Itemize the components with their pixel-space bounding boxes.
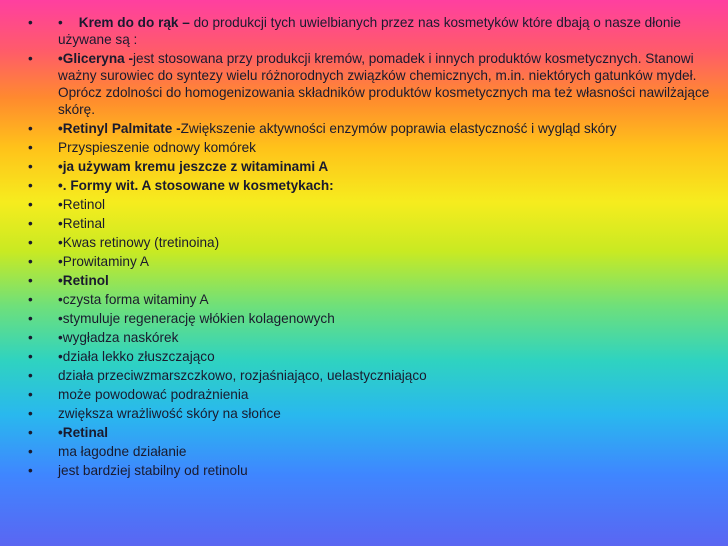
bullet-list xyxy=(28,14,712,479)
bullet-text: •Retinol xyxy=(58,273,109,288)
bullet-icon: • xyxy=(28,51,33,66)
bullet-item xyxy=(28,462,712,479)
bullet-item xyxy=(28,139,712,156)
bullet-item xyxy=(28,405,712,422)
bullet-text: •Gliceryna - xyxy=(58,51,134,66)
bullet-text: Przyspieszenie odnowy komórek xyxy=(58,140,256,155)
bullet-text: • xyxy=(58,15,63,30)
bullet-text: ma łagodne działanie xyxy=(58,444,187,459)
bullet-text: zwiększa wrażliwość skóry na słońce xyxy=(58,406,281,421)
bullet-text: Krem do do rąk – xyxy=(78,15,194,30)
bullet-text: •Kwas retinowy (tretinoina) xyxy=(58,235,220,250)
bullet-item xyxy=(28,120,712,137)
bullet-icon: • xyxy=(28,140,33,155)
bullet-icon: • xyxy=(28,368,33,383)
bullet-item xyxy=(28,14,712,48)
bullet-text: może powodować podrażnienia xyxy=(58,387,249,402)
bullet-item xyxy=(28,50,712,118)
bullet-item xyxy=(28,424,712,441)
bullet-icon: • xyxy=(28,406,33,421)
bullet-text: •Retinal xyxy=(58,216,106,231)
bullet-item xyxy=(28,386,712,403)
bullet-text: Zwiększenie aktywności enzymów poprawia elastyczność i wygląd skóry xyxy=(180,121,617,136)
bullet-icon: • xyxy=(28,311,33,326)
bullet-icon: • xyxy=(28,178,33,193)
bullet-text: •Retinyl Palmitate - xyxy=(58,121,181,136)
bullet-text: jest bardziej stabilny od retinolu xyxy=(58,463,248,478)
bullet-icon: • xyxy=(28,121,33,136)
bullet-icon: • xyxy=(28,15,33,30)
bullet-icon: • xyxy=(28,159,33,174)
bullet-item xyxy=(28,158,712,175)
bullet-icon: • xyxy=(28,254,33,269)
bullet-item xyxy=(28,291,712,308)
bullet-icon: • xyxy=(28,425,33,440)
bullet-icon: • xyxy=(28,387,33,402)
bullet-text: działa przeciwzmarszczkowo, rozjaśniająco, uelastyczniająco xyxy=(58,368,427,383)
bullet-icon: • xyxy=(28,197,33,212)
bullet-text: •działa lekko złuszczająco xyxy=(58,349,215,364)
bullet-icon: • xyxy=(28,444,33,459)
bullet-item xyxy=(28,329,712,346)
bullet-item xyxy=(28,253,712,270)
bullet-text: •Prowitaminy A xyxy=(58,254,149,269)
bullet-text: •wygładza naskórek xyxy=(58,330,179,345)
bullet-text: •Retinal xyxy=(58,425,109,440)
bullet-text: •stymuluje regenerację włókien kolagenowych xyxy=(58,311,335,326)
bullet-item xyxy=(28,272,712,289)
bullet-icon: • xyxy=(28,235,33,250)
bullet-item xyxy=(28,177,712,194)
bullet-text: •ja używam kremu jeszcze z witaminami A xyxy=(58,159,329,174)
bullet-item xyxy=(28,310,712,327)
bullet-text: •Retinol xyxy=(58,197,106,212)
bullet-item xyxy=(28,196,712,213)
bullet-icon: • xyxy=(28,463,33,478)
bullet-icon: • xyxy=(28,292,33,307)
bullet-icon: • xyxy=(28,349,33,364)
bullet-icon: • xyxy=(28,330,33,345)
bullet-icon: • xyxy=(28,216,33,231)
bullet-text: do produkcji tych uwielbianych przez nas kosmetyków które dbają o nasze dłonie używane są : xyxy=(58,15,681,47)
bullet-text: •czysta forma witaminy A xyxy=(58,292,209,307)
bullet-item xyxy=(28,348,712,365)
bullet-text: •. Formy wit. A stosowane w kosmetykach: xyxy=(58,178,334,193)
bullet-text: jest stosowana przy produkcji kremów, pomadek i innych produktów kosmetycznych. Stanowi ważny surowiec do syntezy wielu różnorodnych związków chemicznych, m.in. niektórych gatunków mydeł. Oprócz zdolności do homogenizowania składników produktów kosmetycznych ma też własności nawilżające skórę. xyxy=(58,51,710,117)
bullet-item xyxy=(28,367,712,384)
bullet-item xyxy=(28,215,712,232)
bullet-icon: • xyxy=(28,273,33,288)
bullet-item xyxy=(28,234,712,251)
bullet-item xyxy=(28,443,712,460)
